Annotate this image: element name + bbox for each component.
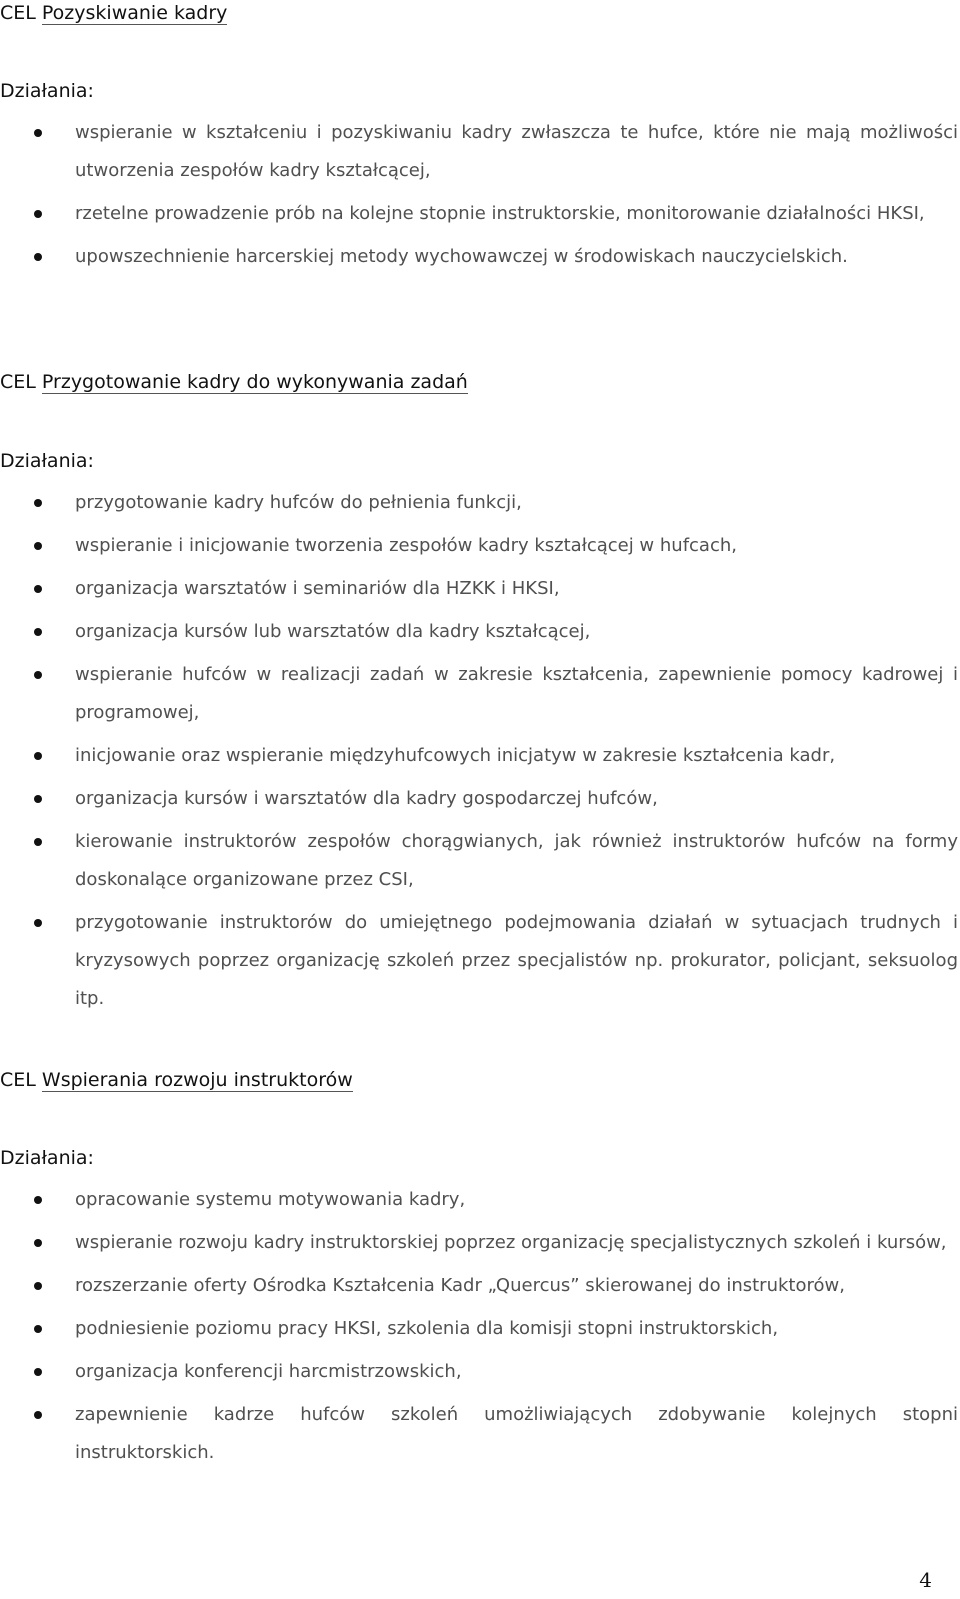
list-item: inicjowanie oraz wspieranie międzyhufcowych inicjatyw w zakresie kształcenia kadr,	[0, 737, 960, 775]
actions-label: Działania:	[0, 80, 94, 102]
actions-list	[0, 114, 960, 281]
list-item: wspieranie rozwoju kadry instruktorskiej poprzez organizację specjalistycznych szkoleń i kursów,	[0, 1224, 960, 1262]
list-item: podniesienie poziomu pracy HKSI, szkolenia dla komisji stopni instruktorskich,	[0, 1310, 960, 1348]
list-item: organizacja kursów i warsztatów dla kadry gospodarczej hufców,	[0, 780, 960, 818]
list-item: przygotowanie instruktorów do umiejętnego podejmowania działań w sytuacjach trudnych i kryzysowych poprzez organizację szkoleń przez specjalistów np. prokurator, policjant, seksuolog itp.	[0, 904, 960, 1018]
section-heading-pozyskiwanie	[0, 0, 227, 26]
heading-prefix: CEL	[0, 371, 42, 393]
page-number: 4	[919, 1568, 932, 1592]
list-item: zapewnienie kadrze hufców szkoleń umożliwiających zdobywanie kolejnych stopni instruktorskich.	[0, 1396, 960, 1472]
list-item: organizacja warsztatów i seminariów dla HZKK i HKSI,	[0, 570, 960, 608]
list-item: wspieranie hufców w realizacji zadań w zakresie kształcenia, zapewnienie pomocy kadrowej i programowej,	[0, 656, 960, 732]
list-item: wspieranie w kształceniu i pozyskiwaniu kadry zwłaszcza te hufce, które nie mają możliwości utworzenia zespołów kadry kształcącej,	[0, 114, 960, 190]
section-heading-przygotowanie	[0, 369, 468, 395]
list-item: przygotowanie kadry hufców do pełnienia funkcji,	[0, 484, 960, 522]
list-item: rzetelne prowadzenie prób na kolejne stopnie instruktorskie, monitorowanie działalności HKSI,	[0, 195, 960, 233]
heading-prefix: CEL	[0, 1069, 42, 1091]
list-item: wspieranie i inicjowanie tworzenia zespołów kadry kształcącej w hufcach,	[0, 527, 960, 565]
section-heading-wspierania	[0, 1067, 353, 1093]
heading-text: Wspierania rozwoju instruktorów	[41, 1069, 353, 1091]
actions-label: Działania:	[0, 1147, 94, 1169]
actions-list	[0, 1181, 960, 1477]
list-item: kierowanie instruktorów zespołów chorągwianych, jak również instruktorów hufców na formy doskonalące organizowane przez CSI,	[0, 823, 960, 899]
list-item: rozszerzanie oferty Ośrodka Kształcenia Kadr „Quercus” skierowanej do instruktorów,	[0, 1267, 960, 1305]
heading-text: Pozyskiwanie kadry	[41, 2, 228, 24]
list-item: opracowanie systemu motywowania kadry,	[0, 1181, 960, 1219]
list-item: organizacja konferencji harcmistrzowskich,	[0, 1353, 960, 1391]
actions-list	[0, 484, 960, 1023]
list-item: upowszechnienie harcerskiej metody wychowawczej w środowiskach nauczycielskich.	[0, 238, 960, 276]
list-item: organizacja kursów lub warsztatów dla kadry kształcącej,	[0, 613, 960, 651]
actions-label: Działania:	[0, 450, 94, 472]
heading-prefix: CEL	[0, 2, 42, 24]
heading-text: Przygotowanie kadry do wykonywania zadań	[41, 371, 468, 393]
